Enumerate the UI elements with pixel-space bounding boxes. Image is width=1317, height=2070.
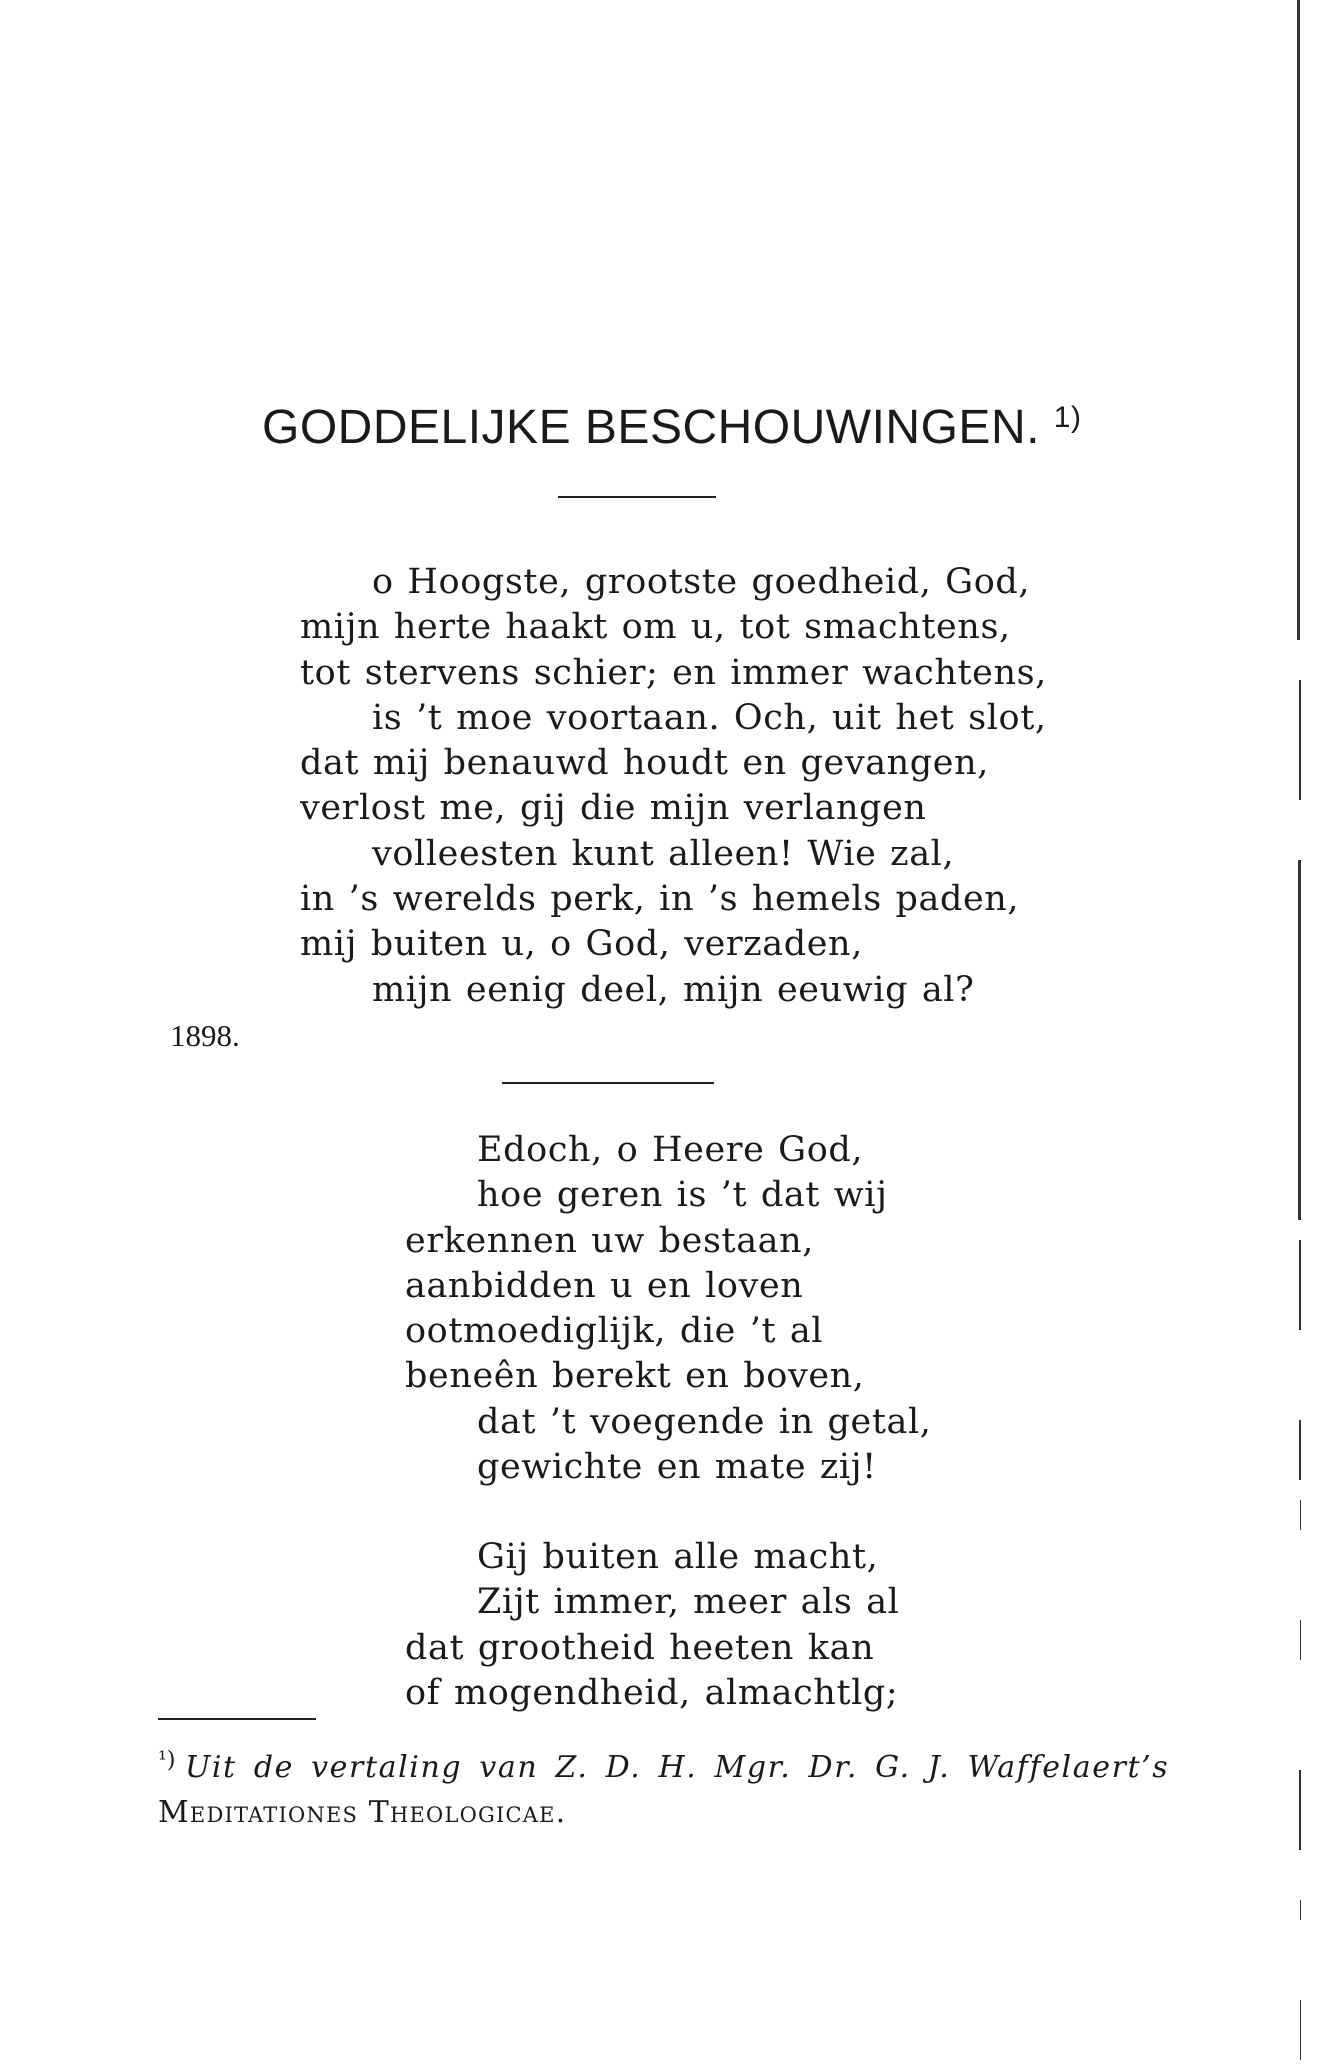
- verse-line: dat mij benauwd houdt en gevangen,: [300, 743, 989, 784]
- verse-line: Edoch, o Heere God,: [477, 1130, 864, 1170]
- footnote-divider: [158, 1718, 316, 1720]
- verse-line: mij buiten u, o God, verzaden,: [300, 924, 863, 965]
- stanza-1: [300, 560, 1047, 1013]
- title-text: GODDELIJKE BESCHOUWINGEN.: [262, 401, 1040, 454]
- title-divider: [558, 496, 716, 498]
- footnote: [158, 1738, 1169, 1835]
- verse-line: Zijt immer, meer als al: [477, 1582, 900, 1623]
- verse-line: Gij buiten alle macht,: [477, 1537, 879, 1577]
- verse-line: mijn eenig deel, mijn eeuwig al?: [372, 969, 975, 1010]
- page-title: [262, 400, 1081, 455]
- stanza-3: [405, 1535, 899, 1716]
- footnote-line-1: [158, 1738, 1169, 1790]
- stanza-2: [405, 1128, 931, 1490]
- footnote-work-title: Meditationes Theologicae.: [158, 1795, 567, 1830]
- verse-line: tot stervens schier; en immer wachtens,: [300, 652, 1047, 693]
- verse-line: verlost me, gij die mijn verlangen: [300, 788, 927, 829]
- verse-line: is ’t moe voortaan. Och, uit het slot,: [372, 697, 1047, 738]
- verse-line: dat ’t voegende in getal,: [477, 1401, 932, 1442]
- verse-line: o Hoogste, grootste goedheid, God,: [372, 562, 1031, 602]
- verse-line: beneên berekt en boven,: [405, 1356, 865, 1397]
- verse-line: mijn herte haakt om u, tot smachtens,: [300, 607, 1011, 648]
- footnote-text: Uit de vertaling van Z. D. H. Mgr. Dr. G. J. Waffelaert’s: [184, 1750, 1170, 1785]
- verse-line: ootmoediglijk, die ’t al: [405, 1311, 824, 1352]
- verse-line: in ’s werelds perk, in ’s hemels paden,: [300, 879, 1020, 920]
- page-edge-scan-artifact: [1287, 0, 1317, 2070]
- verse-line: gewichte en mate zij!: [477, 1447, 877, 1488]
- poem-year: 1898.: [170, 1018, 240, 1053]
- verse-line: erkennen uw bestaan,: [405, 1220, 814, 1261]
- verse-line: dat grootheid heeten kan: [405, 1627, 875, 1668]
- verse-line: volleesten kunt alleen! Wie zal,: [372, 833, 955, 874]
- footnote-line-2: [158, 1790, 1169, 1835]
- verse-line: hoe geren is ’t dat wij: [477, 1175, 888, 1216]
- section-divider: [502, 1082, 714, 1084]
- title-footnote-mark: 1): [1053, 401, 1082, 434]
- verse-line: of mogendheid, almachtlg;: [405, 1672, 899, 1713]
- verse-line: aanbidden u en loven: [405, 1265, 804, 1306]
- footnote-mark: ¹): [158, 1748, 176, 1773]
